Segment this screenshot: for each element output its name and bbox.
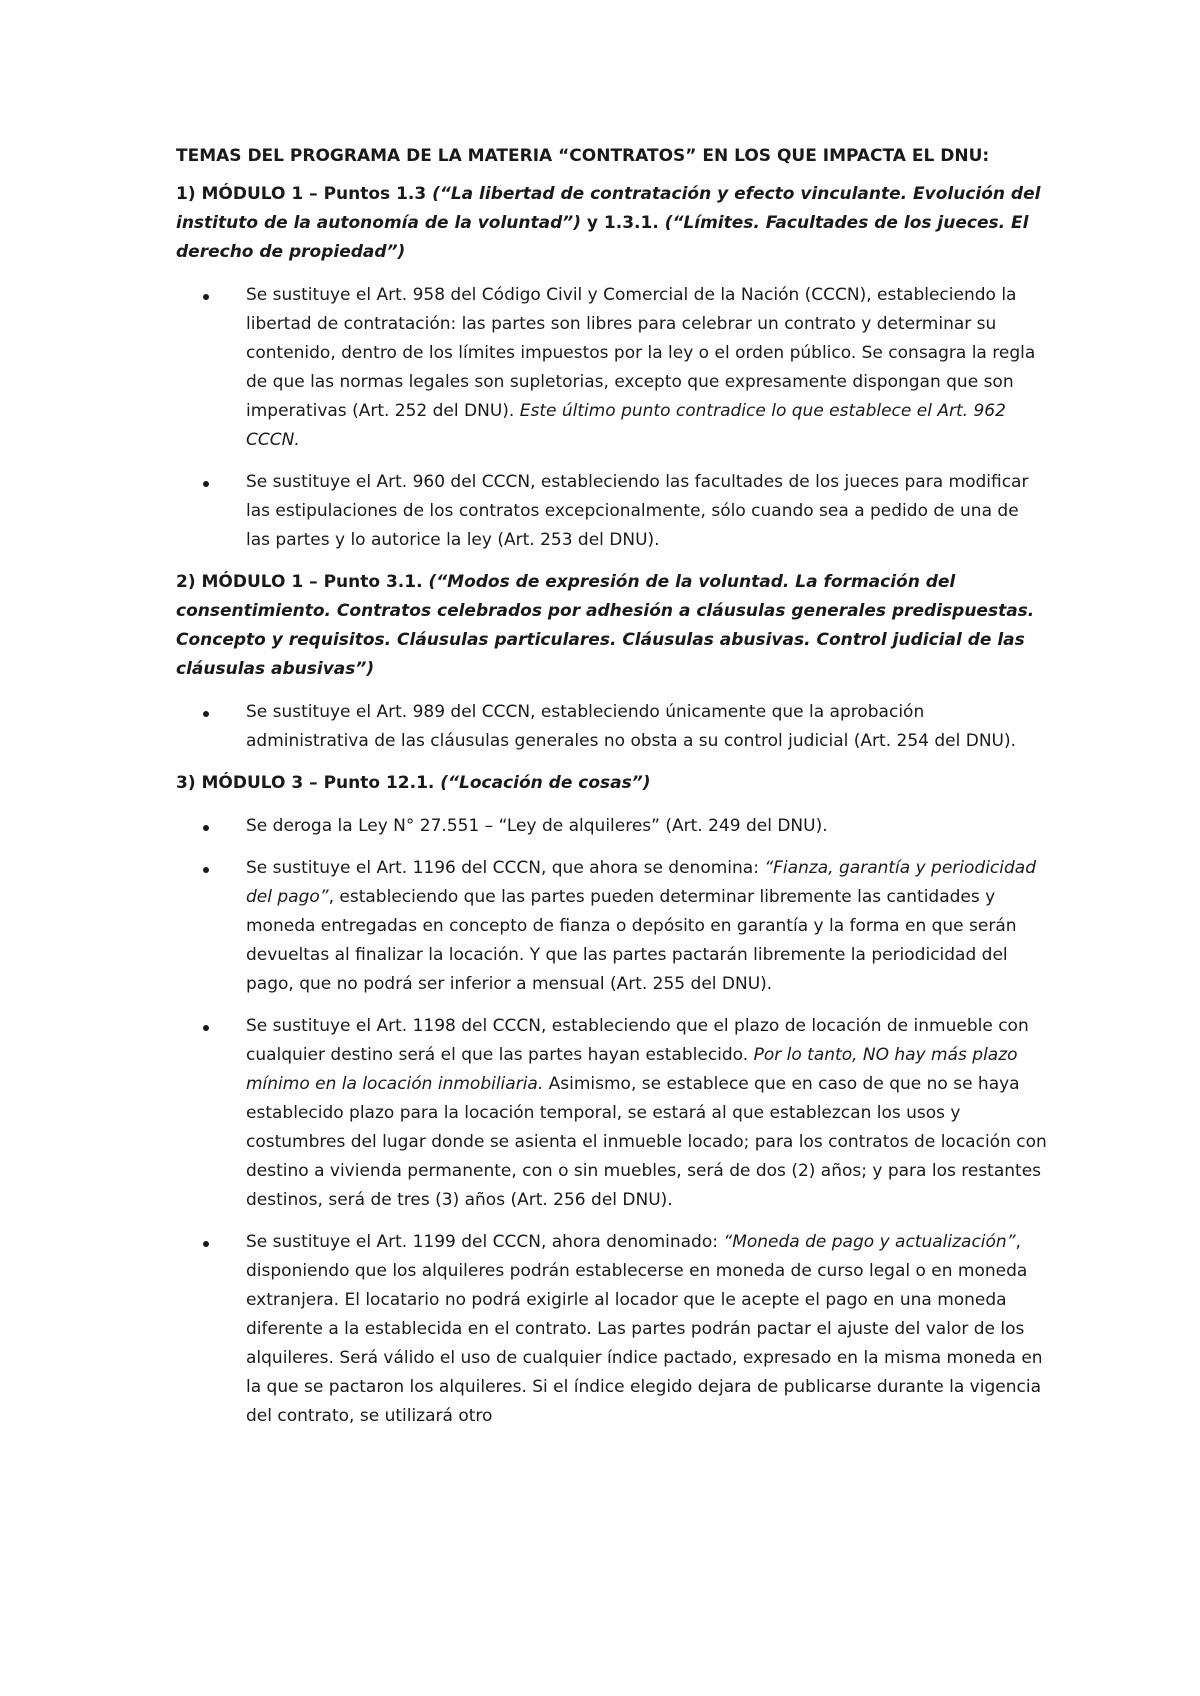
list-item-lead: Se sustituye el Art. 1199 del CCCN, ahora denominado: [246,1232,724,1252]
list-item [176,1228,1048,1431]
section-3-list [176,812,1048,1431]
list-item-text: Se deroga la Ley N° 27.551 – “Ley de alquileres” (Art. 249 del DNU). [246,816,828,836]
bullet-icon [203,1025,209,1031]
list-item-text: Asimismo, se establece que en caso de que no se haya establecido plazo para la locación temporal, se estará al que establezcan los usos y costumbres del lugar donde se asienta el inmueble locado; para los contratos de locación con destino a vivienda permanente, con o sin muebles, será de dos (2) años; y para los restantes destinos, será de tres (3) años (Art. 256 del DNU). [246,1074,1047,1210]
document-body [176,142,1048,1444]
list-item-italic: “Fianza, garantía y periodicidad del pago” [246,858,1037,907]
list-item-italic: Por lo tanto, NO hay más plazo mínimo en la locación inmobiliaria. [246,1045,1018,1094]
list-item-italic: “Moneda de pago y actualización” [723,1232,1016,1252]
list-item-italic: Este último punto contradice lo que establece el Art. 962 CCCN. [246,401,1006,450]
list-item [176,1012,1048,1215]
list-item-text: Se sustituye el Art. 960 del CCCN, estableciendo las facultades de los jueces para modificar las estipulaciones de los contratos excepcionalmente, sólo cuando sea a pedido de una de las partes y lo autorice la ley (Art. 253 del DNU). [246,472,1029,550]
list-item-lead: Se sustituye el Art. 1198 del CCCN, estableciendo que el plazo de locación de inmueble con cualquier destino será el que las partes hayan establecido. [246,1016,1029,1065]
section-2-topic: (“Modos de expresión de la voluntad. La formación del consentimiento. Contratos celebrados por adhesión a cláusulas generales predispuestas. Concepto y requisitos. Cláusulas particulares. Cláusulas abusivas. Control judicial de las cláusulas abusivas”) [176,572,1035,679]
bullet-icon [203,294,209,300]
section-1-topic-b: (“Límites. Facultades de los jueces. El derecho de propiedad”) [176,213,1029,262]
section-2-list [176,698,1048,756]
document-title: TEMAS DEL PROGRAMA DE LA MATERIA “CONTRATOS” EN LOS QUE IMPACTA EL DNU: [176,146,990,166]
section-2-number: 2) MÓDULO 1 – Punto 3.1. [176,572,429,592]
section-heading-3 [176,769,1048,798]
bullet-icon [203,1241,209,1247]
list-item [176,854,1048,999]
list-item [176,468,1048,555]
list-item-text: Se sustituye el Art. 989 del CCCN, estableciendo únicamente que la aprobación administrativa de las cláusulas generales no obsta a su control judicial (Art. 254 del DNU). [246,702,1017,751]
section-1-number: 1) MÓDULO 1 – Puntos 1.3 [176,184,433,204]
list-item [176,812,1048,841]
list-item-text: Se sustituye el Art. 958 del Código Civil y Comercial de la Nación (CCCN), estableciendo la libertad de contratación: las partes son libres para celebrar un contrato y determinar su contenido, dentro de los límites impuestos por la ley o el orden público. Se consagra la regla de que las normas legales son supletorias, excepto que expresamente dispongan que son imperativas (Art. 252 del DNU). [246,285,1036,421]
list-item [176,698,1048,756]
list-item-text: , disponiendo que los alquileres podrán establecerse en moneda de curso legal o en moneda extranjera. El locatario no podrá exigirle al locador que le acepte el pago en una moneda diferente a la establecida en el contrato. Las partes podrán pactar el ajuste del valor de los alquileres. Será válido el uso de cualquier índice pactado, expresado en la misma moneda en la que se pactaron los alquileres. Si el índice elegido dejara de publicarse durante la vigencia del contrato, se utilizará otro [246,1232,1043,1426]
bullet-icon [203,825,209,831]
section-3-topic: (“Locación de cosas”) [440,773,651,793]
section-heading-1 [176,180,1048,267]
section-1-topic-a: (“La libertad de contratación y efecto vinculante. Evolución del instituto de la autonomía de la voluntad”) [176,184,1041,233]
list-item-lead: Se sustituye el Art. 1196 del CCCN, que ahora se denomina: [246,858,765,878]
section-1-connector: y 1.3.1. [581,213,665,233]
bullet-icon [203,481,209,487]
bullet-icon [203,867,209,873]
bullet-icon [203,711,209,717]
section-3-number: 3) MÓDULO 3 – Punto 12.1. [176,773,441,793]
list-item-text: , estableciendo que las partes pueden determinar libremente las cantidades y moneda entregadas en concepto de fianza o depósito en garantía y la forma en que serán devueltas al finalizar la locación. Y que las partes pactarán libremente la periodicidad del pago, que no podrá ser inferior a mensual (Art. 255 del DNU). [246,887,1017,994]
list-item [176,281,1048,455]
section-heading-2 [176,568,1048,684]
section-1-list [176,281,1048,555]
